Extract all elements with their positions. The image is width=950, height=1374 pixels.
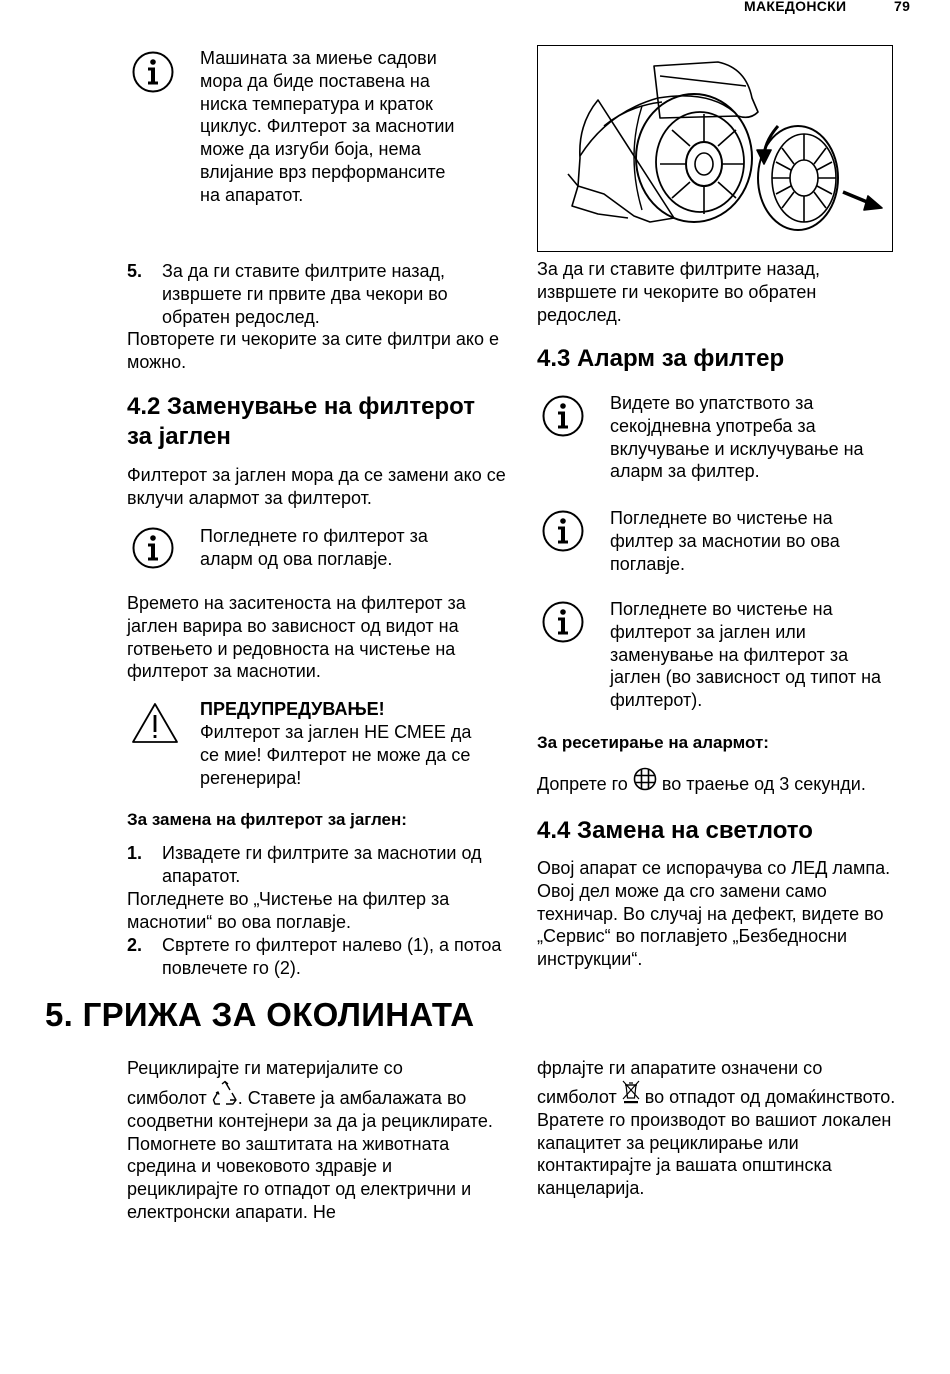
step-number: 2. [127, 935, 143, 955]
reset-text-after: во траење од 3 секунди. [661, 774, 866, 794]
disposal-text-line1: фрлајте ги апаратите означени со [537, 1058, 823, 1078]
warning-text: Филтерот за јаглен НЕ СМЕЕ да се мие! Филтерот не може да се регенерира! [200, 722, 472, 788]
header-language: МАКЕДОНСКИ [744, 0, 847, 14]
info-note-filter-alarm: Погледнете го филтерот за аларм од ова поглавје. [200, 526, 428, 569]
reset-text-before: Допрете го [537, 774, 628, 794]
hood-filter-illustration [537, 45, 893, 252]
step-1-note: Погледнете во „Чистење на филтер за маснотии“ во ова поглавје. [127, 889, 450, 932]
repeat-steps-text: Повторете ги чекорите за сите филтри ако е можно. [127, 329, 500, 372]
step-1-text: Извадете ги филтрите за маснотии од апаратот. [162, 843, 482, 886]
info-note-alarm-toggle: Видете во упатството за секојдневна употреба за вклучување и исклучување на аларм за филтер. [610, 393, 864, 482]
crossed-bin-icon [622, 1080, 640, 1104]
info-icon [541, 509, 585, 553]
info-icon [131, 50, 175, 94]
disposal-text-after-icon: во отпадот од домаќинството. Вратете го производот во вашиот локален капацитет за рециклирање или контактирајте ја вашата општинска канцеларија. [537, 1087, 896, 1199]
step-number: 1. [127, 843, 143, 863]
warning-icon [131, 702, 179, 744]
recycle-icon [212, 1080, 238, 1106]
reset-alarm-heading: За ресетирање на алармот: [537, 733, 769, 752]
section-4-3-title: 4.3 Аларм за филтер [537, 345, 785, 372]
step-5-text: За да ги ставите филтрите назад, извршете ги првите два чекори во обратен редослед. [162, 261, 448, 327]
section-4-2-title: 4.2 Заменување на филтерот за јаглен [127, 393, 475, 450]
recycle-text-before-icon: симболот [127, 1088, 207, 1108]
disposal-text-before-icon: симболот [537, 1087, 617, 1107]
section-4-2-intro: Филтерот за јаглен мора да се замени ако се вклучи алармот за филтерот. [127, 465, 506, 508]
replace-charcoal-heading: За замена на филтерот за јаглен: [127, 810, 407, 829]
recycle-text-after-icon: . Ставете ја амбалажата во соодветни контејнери за да ја рециклирате. Помогнете во заштитата на животната средина и човековото здравје и рециклирајте го отпадот од електрични и електронски апарати. Не [127, 1088, 493, 1222]
figure-caption: За да ги ставите филтрите назад, извршете ги чекорите во обратен редослед. [537, 259, 820, 325]
warning-title: ПРЕДУПРЕДУВАЊЕ! [200, 699, 385, 719]
info-icon [541, 394, 585, 438]
section-4-4-text: Овој апарат се испорачува со ЛЕД лампа. Овој дел може да сго замени само техничар. Во случај на дефект, видете во „Сервис“ во поглавјето „Безбедносни инструкции“. [537, 858, 891, 970]
info-icon [541, 600, 585, 644]
disposal-text [537, 1080, 917, 1200]
info-note-grease-filter: Погледнете во чистење на филтер за маснотии во ова поглавје. [610, 508, 840, 574]
info-icon [131, 526, 175, 570]
recycle-text [127, 1080, 502, 1224]
filter-button-icon [633, 767, 657, 791]
info-note-charcoal-filter: Погледнете во чистење на филтерот за јаглен или заменување на филтерот за јаглен (во зависност од типот на филтерот). [610, 599, 882, 711]
recycle-text-line1: Рециклирајте ги материјалите со [127, 1058, 403, 1078]
step-number: 5. [127, 261, 143, 281]
step-2-text: Свртете го филтерот налево (1), а потоа повлечете го (2). [162, 935, 502, 978]
page-number: 79 [894, 0, 911, 14]
section-4-4-title: 4.4 Замена на светлото [537, 817, 813, 844]
section-5-title: 5. ГРИЖА ЗА ОКОЛИНАТА [45, 996, 475, 1033]
info-note-dishwasher: Машината за миење садови мора да биде поставена на ниска температура и краток циклус. Филтерот за маснотии може да изгуби боја, нема влијание врз перформансите на апаратот. [200, 48, 455, 205]
saturation-text: Времето на заситеноста на филтерот за јаглен варира во зависност од видот на готвењето и редовноста на чистење на филтерот за маснотии. [127, 593, 466, 682]
reset-instruction [537, 767, 937, 796]
